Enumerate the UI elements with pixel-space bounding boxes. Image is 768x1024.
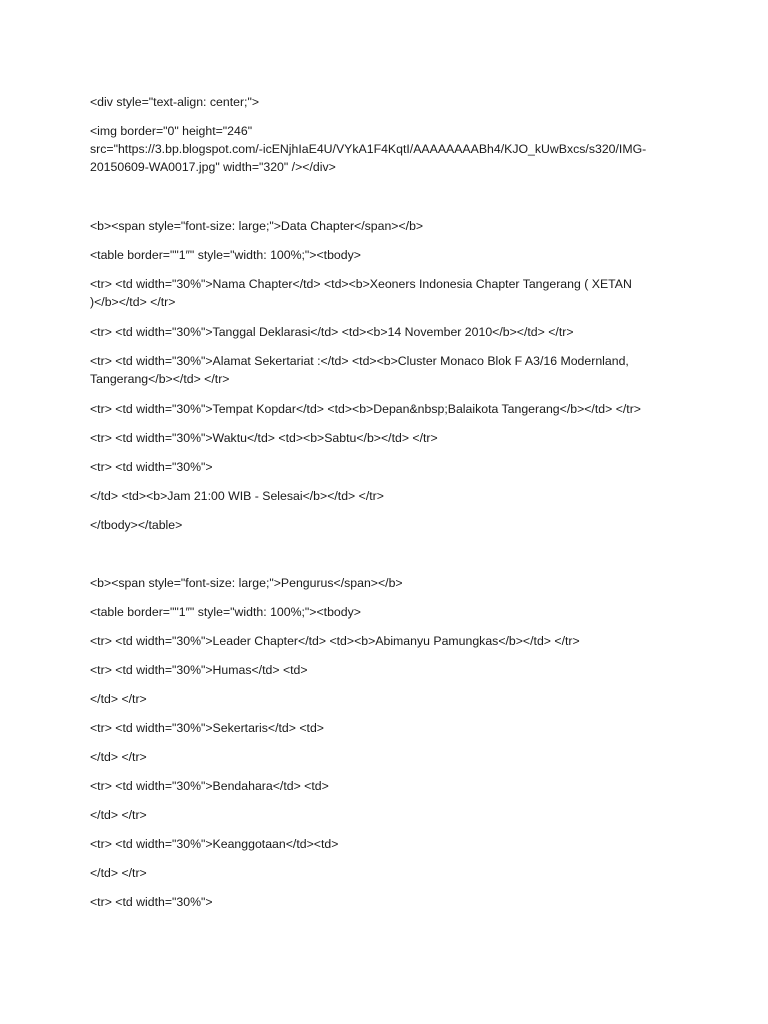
code-line-row-nama-chapter: <tr> <td width="30%">Nama Chapter</td> <td><b>Xeoners Indonesia Chapter Tangerang ( XETAN )</b></td> </tr> <box>90 277 632 309</box>
code-line-div-open: <div style="text-align: center;"> <box>90 95 260 109</box>
code-line-data-chapter-heading: <b><span style="font-size: large;">Data Chapter</span></b> <box>90 219 424 233</box>
code-line-row-close: </td> </tr> <box>90 808 147 822</box>
code-line-table-open-2: <table border=""1″" style="width: 100%;"><tbody> <box>90 605 361 619</box>
code-line-row-humas: <tr> <td width="30%">Humas</td> <td> <box>90 663 308 677</box>
code-line-pengurus-heading: <b><span style="font-size: large;">Pengurus</span></b> <box>90 576 403 590</box>
code-line-row-open: <tr> <td width="30%"> <box>90 895 213 909</box>
code-line-row-close: </td> </tr> <box>90 692 147 706</box>
code-line-row-open: <tr> <td width="30%"> <box>90 460 213 474</box>
code-line-row-bendahara: <tr> <td width="30%">Bendahara</td> <td> <box>90 779 329 793</box>
code-line-row-jam: </td> <td><b>Jam 21:00 WIB - Selesai</b></td> </tr> <box>90 489 384 503</box>
code-line-img-tag: <img border="0" height="246" src="https://3.bp.blogspot.com/-icENjhIaE4U/VYkA1F4KqtI/AAAAAAAABh4/KJO_kUwBxcs/s320/IMG- 20150609-WA0017.jpg" width="320" /></div> <box>90 124 647 174</box>
code-line-row-waktu: <tr> <td width="30%">Waktu</td> <td><b>Sabtu</b></td> </tr> <box>90 431 438 445</box>
code-line-row-tempat-kopdar: <tr> <td width="30%">Tempat Kopdar</td> <td><b>Depan&nbsp;Balaikota Tangerang</b></td> </tr> <box>90 402 641 416</box>
code-line-row-sekertaris: <tr> <td width="30%">Sekertaris</td> <td> <box>90 721 324 735</box>
code-line-row-keanggotaan: <tr> <td width="30%">Keanggotaan</td><td> <box>90 837 339 851</box>
code-line-row-close: </td> </tr> <box>90 750 147 764</box>
code-line-table-open: <table border=""1″" style="width: 100%;"><tbody> <box>90 248 361 262</box>
code-line-row-tanggal-deklarasi: <tr> <td width="30%">Tanggal Deklarasi</td> <td><b>14 November 2010</b></td> </tr> <box>90 325 574 339</box>
code-line-row-alamat: <tr> <td width="30%">Alamat Sekertariat :</td> <td><b>Cluster Monaco Blok F A3/16 Modernland, Tangerang</b></td> </tr> <box>90 354 629 386</box>
code-line-table-close: </tbody></table> <box>90 518 183 532</box>
code-line-row-close: </td> </tr> <box>90 866 147 880</box>
code-line-row-leader-chapter: <tr> <td width="30%">Leader Chapter</td> <td><b>Abimanyu Pamungkas</b></td> </tr> <box>90 634 580 648</box>
